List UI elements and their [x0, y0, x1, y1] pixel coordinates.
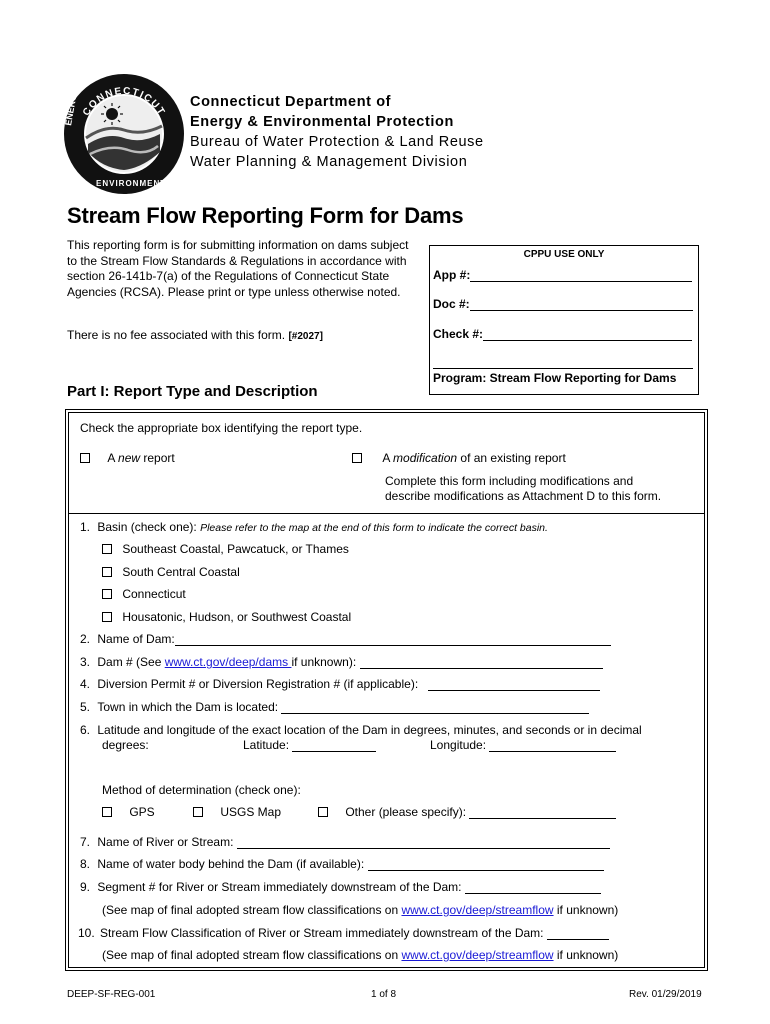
streamflow-link[interactable]: www.ct.gov/deep/streamflow	[401, 948, 554, 962]
streamflow-link[interactable]: www.ct.gov/deep/streamflow	[401, 903, 554, 917]
method-label: Method of determination (check one):	[102, 783, 301, 797]
q5-town-field[interactable]: 5. Town in which the Dam is located:	[80, 700, 589, 714]
latitude-field[interactable]: Latitude:	[243, 738, 376, 752]
basin-option-southeast[interactable]: Southeast Coastal, Pawcatuck, or Thames	[102, 542, 349, 556]
form-title: Stream Flow Reporting Form for Dams	[67, 203, 464, 228]
q9-segment-field[interactable]: 9. Segment # for River or Stream immediately downstream of the Dam:	[80, 880, 601, 894]
q8-water-body-field[interactable]: 8. Name of water body behind the Dam (if available):	[80, 857, 604, 871]
report-type-instruction: Check the appropriate box identifying the report type.	[80, 421, 363, 435]
basin-checkbox[interactable]	[102, 544, 112, 554]
method-usgs-option[interactable]: USGS Map	[193, 805, 281, 819]
other-checkbox[interactable]	[318, 807, 328, 817]
q10-note: (See map of final adopted stream flow classifications on www.ct.gov/deep/streamflow if unknown)	[102, 948, 619, 962]
fee-text: There is no fee associated with this form.	[67, 328, 286, 342]
app-number-label: App #:	[433, 268, 471, 282]
cppu-use-only-box	[429, 245, 699, 395]
agency-line-4: Water Planning & Management Division	[190, 154, 468, 170]
fee-note	[67, 328, 323, 342]
q9-note: (See map of final adopted stream flow classifications on www.ct.gov/deep/streamflow if unknown)	[102, 903, 619, 917]
basin-option-south-central[interactable]: South Central Coastal	[102, 565, 240, 579]
modification-note-1: Complete this form including modifications and	[385, 474, 634, 488]
q2-dam-name-field[interactable]: 2. Name of Dam:	[80, 632, 611, 646]
method-gps-option[interactable]: GPS	[102, 805, 155, 819]
usgs-checkbox[interactable]	[193, 807, 203, 817]
q3-dam-number-field[interactable]: 3. Dam # (See www.ct.gov/deep/dams if unknown):	[80, 655, 603, 669]
gps-checkbox[interactable]	[102, 807, 112, 817]
modification-note-2: describe modifications as Attachment D to this form.	[385, 489, 662, 503]
q4-diversion-permit-field[interactable]: 4. Diversion Permit # or Diversion Registration # (if applicable):	[80, 677, 600, 691]
modification-report-option[interactable]: A modification of an existing report	[352, 451, 566, 465]
ct-deep-seal-logo	[62, 72, 187, 197]
basin-checkbox[interactable]	[102, 589, 112, 599]
agency-line-2: Energy & Environmental Protection	[190, 114, 454, 130]
basin-option-connecticut[interactable]: Connecticut	[102, 587, 186, 601]
q6-degrees-label: degrees:	[102, 738, 149, 752]
agency-line-3: Bureau of Water Protection & Land Reuse	[190, 134, 484, 150]
form-code: [#2027]	[288, 331, 323, 342]
footer-page-number: 1 of 8	[371, 989, 397, 1000]
modification-checkbox[interactable]	[352, 453, 362, 463]
new-report-option[interactable]: A new report	[80, 451, 175, 465]
intro-paragraph: This reporting form is for submitting information on dams subject to the Stream Flow Standards & Regulations in accordance with section 26-141b-7(a) of the Regulations of Connecticut State Agencies (RCSA). Please print or type unless otherwise noted.	[67, 238, 409, 299]
cppu-divider	[433, 368, 693, 369]
app-number-field[interactable]	[433, 268, 692, 282]
seal-top-text: CONNECTICUT	[81, 85, 167, 119]
basin-option-housatonic[interactable]: Housatonic, Hudson, or Southwest Coastal	[102, 610, 351, 624]
basin-checkbox[interactable]	[102, 612, 112, 622]
check-number-label: Check #:	[433, 327, 484, 341]
q10-classification-field[interactable]: 10. Stream Flow Classification of River or Stream immediately downstream of the Dam:	[78, 926, 609, 940]
footer-revision: Rev. 01/29/2019	[629, 989, 702, 1000]
doc-number-label: Doc #:	[433, 297, 470, 311]
program-label: Program: Stream Flow Reporting for Dams	[433, 371, 677, 385]
check-number-field[interactable]	[433, 327, 692, 341]
basin-checkbox[interactable]	[102, 567, 112, 577]
cppu-header: CPPU USE ONLY	[523, 249, 605, 260]
seal-bottom-text: ENVIRONMENT	[96, 179, 167, 188]
method-other-option[interactable]: Other (please specify):	[318, 805, 616, 819]
part1-divider	[68, 513, 705, 514]
dams-link[interactable]: www.ct.gov/deep/dams	[164, 655, 292, 669]
part1-heading: Part I: Report Type and Description	[67, 383, 318, 400]
q1-basin: 1. Basin (check one): Please refer to the map at the end of this form to indicate the correct basin.	[80, 520, 548, 534]
agency-line-1: Connecticut Department of	[190, 94, 392, 110]
footer-form-id: DEEP-SF-REG-001	[67, 989, 156, 1000]
agency-block	[190, 92, 484, 172]
q6-lat-long-label: 6. Latitude and longitude of the exact location of the Dam in degrees, minutes, and seconds or in decimal	[80, 723, 642, 737]
longitude-field[interactable]: Longitude:	[430, 738, 616, 752]
seal-left-text: ENERGY	[63, 87, 80, 127]
doc-number-field[interactable]	[433, 297, 693, 311]
new-report-checkbox[interactable]	[80, 453, 90, 463]
q7-river-name-field[interactable]: 7. Name of River or Stream:	[80, 835, 610, 849]
